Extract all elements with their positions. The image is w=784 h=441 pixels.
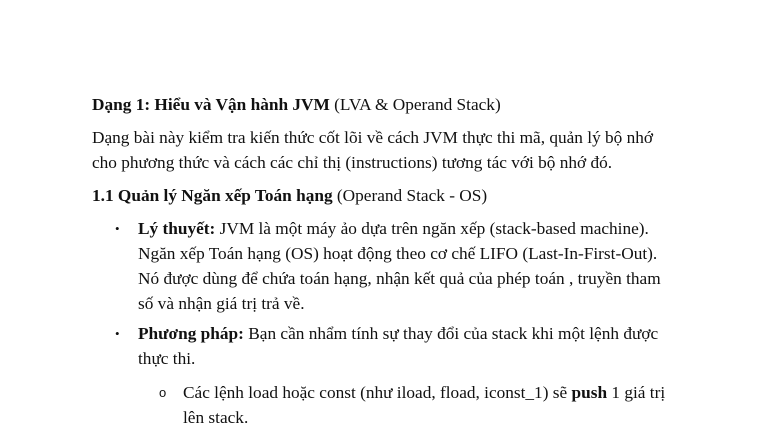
bullet-method [115, 321, 698, 371]
sub-bullet-circle-icon: o [159, 385, 167, 400]
bullet-dot-icon: • [115, 326, 120, 341]
section-heading-bold: Dạng 1: Hiểu và Vận hành JVM [92, 95, 330, 114]
intro-line: cho phương thức và cách các chỉ thị (instructions) tương tác với bộ nhớ đó. [92, 153, 613, 172]
bullet-line: số và nhận giá trị trả về. [138, 294, 305, 313]
bullet-text: JVM là một máy ảo dựa trên ngăn xếp (stack-based machine). [215, 219, 649, 238]
section-heading [92, 92, 501, 117]
sub-bullet-text: 1 giá trị [607, 383, 666, 402]
bullet-theory [115, 216, 698, 316]
bullet-label: Lý thuyết: [138, 219, 216, 238]
bullet-text: Bạn cần nhẩm tính sự thay đổi của stack khi một lệnh được [243, 324, 659, 343]
bullet-line: Ngăn xếp Toán hạng (OS) hoạt động theo cơ chế LIFO (Last-In-First-Out). [138, 244, 658, 263]
sub-bullet-bold: push [571, 383, 608, 402]
subsection-heading-rest: (Operand Stack - OS) [332, 186, 488, 205]
subsection-heading-bold: 1.1 Quản lý Ngăn xếp Toán hạng [92, 186, 333, 205]
bullet-line [138, 216, 698, 241]
subsection-heading [92, 183, 487, 208]
intro-line: Dạng bài này kiểm tra kiến thức cốt lõi về cách JVM thực thi mã, quản lý bộ nhớ [92, 128, 654, 147]
sub-bullet-load [159, 380, 703, 430]
section-heading-rest: (LVA & Operand Stack) [329, 95, 501, 114]
sub-bullet-text: Các lệnh load hoặc const (như iload, fload, iconst_1) sẽ [183, 383, 572, 402]
bullet-label: Phương pháp: [138, 324, 244, 343]
bullet-line [138, 321, 698, 346]
bullet-line: thực thi. [138, 349, 196, 368]
sub-bullet-line: lên stack. [183, 408, 249, 427]
intro-paragraph [92, 125, 712, 175]
bullet-line: Nó được dùng để chứa toán hạng, nhận kết quả của phép toán , truyền tham [138, 269, 661, 288]
sub-bullet-line [183, 380, 703, 405]
bullet-dot-icon: • [115, 221, 120, 236]
